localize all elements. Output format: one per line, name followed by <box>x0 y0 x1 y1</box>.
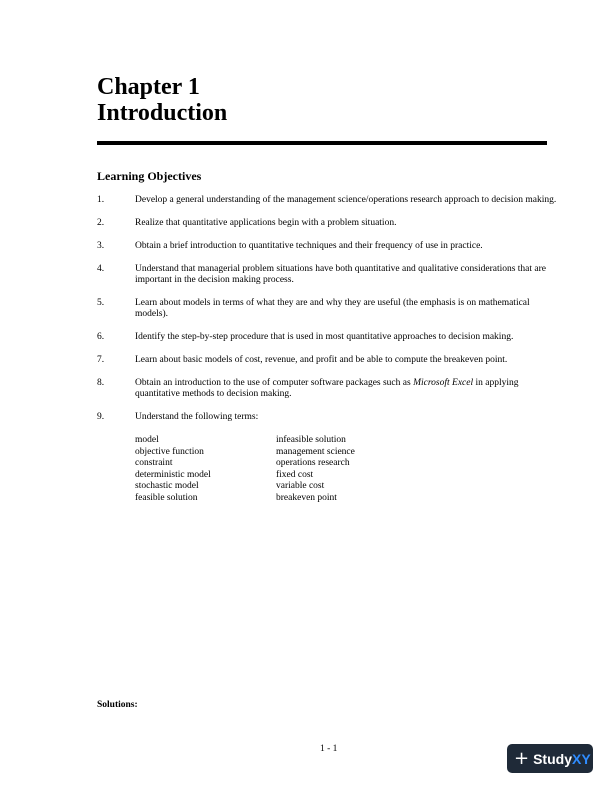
term-item: deterministic model <box>135 469 211 480</box>
studyxy-logo-text <box>533 751 591 767</box>
objective-item <box>97 355 557 366</box>
terms-table <box>135 435 557 505</box>
title-divider <box>97 141 547 145</box>
solutions-label: Solutions: <box>97 700 138 710</box>
objective-item <box>97 264 557 286</box>
objective-item <box>97 241 557 252</box>
objective-number: 2. <box>97 218 105 228</box>
objective-text: Learn about basic models of cost, revenue, and profit and be able to compute the breakeven point. <box>135 355 508 365</box>
objective-number: 7. <box>97 355 105 365</box>
objective-item <box>97 412 557 505</box>
objective-number: 5. <box>97 298 105 308</box>
studyxy-badge[interactable] <box>507 744 593 773</box>
brand-study: Study <box>533 750 572 767</box>
term-item: feasible solution <box>135 492 198 503</box>
objective-text: Identify the step-by-step procedure that is used in most quantitative approaches to decision making. <box>135 332 514 342</box>
objective-number: 6. <box>97 332 105 342</box>
learning-objectives-list <box>97 195 557 517</box>
term-item: variable cost <box>276 481 325 491</box>
objective-text: Develop a general understanding of the management science/operations research approach to decision making. <box>135 195 557 205</box>
objective-text-part: in applying quantitative methods to decision making. <box>135 378 519 399</box>
section-heading: Learning Objectives <box>97 169 202 183</box>
objective-text: Obtain a brief introduction to quantitative techniques and their frequency of use in practice. <box>135 241 483 251</box>
objective-item <box>97 298 557 320</box>
objective-text: Understand that managerial problem situations have both quantitative and qualitative considerations that are important in the decision making process. <box>135 264 547 285</box>
chapter-title: Introduction <box>97 100 228 126</box>
brand-xy: XY <box>571 750 591 767</box>
term-item: infeasible solution <box>276 435 346 445</box>
term-item: fixed cost <box>276 469 314 480</box>
objective-number: 1. <box>97 195 105 205</box>
chapter-heading <box>97 74 227 126</box>
objective-text-part: Obtain an introduction to the use of computer software packages such as <box>135 378 414 388</box>
term-item: objective function <box>135 446 204 457</box>
objective-item <box>97 332 557 343</box>
plus-icon: + <box>514 747 530 769</box>
objective-text: Realize that quantitative applications begin with a problem situation. <box>135 218 397 228</box>
objective-number: 3. <box>97 241 105 251</box>
terms-column-1 <box>135 435 211 504</box>
objective-text <box>135 378 557 400</box>
page-number: 1 - 1 <box>320 744 338 754</box>
term-item: operations research <box>276 458 350 468</box>
term-item: model <box>135 435 159 445</box>
term-item: constraint <box>135 458 173 468</box>
objective-item <box>97 218 557 229</box>
objective-text: Learn about models in terms of what they are and why they are useful (the emphasis is on mathematical models). <box>135 298 530 319</box>
terms-column-2 <box>276 435 355 504</box>
objective-item <box>97 195 557 206</box>
objective-number: 4. <box>97 264 105 274</box>
objective-number: 9. <box>97 412 105 422</box>
term-item: breakeven point <box>276 492 337 503</box>
chapter-number: Chapter 1 <box>97 74 200 100</box>
term-item: stochastic model <box>135 481 199 491</box>
term-item: management science <box>276 446 355 457</box>
software-name: Microsoft Excel <box>413 378 474 388</box>
objective-number: 8. <box>97 378 105 388</box>
objective-item <box>97 378 557 400</box>
objective-text: Understand the following terms: <box>135 412 259 422</box>
